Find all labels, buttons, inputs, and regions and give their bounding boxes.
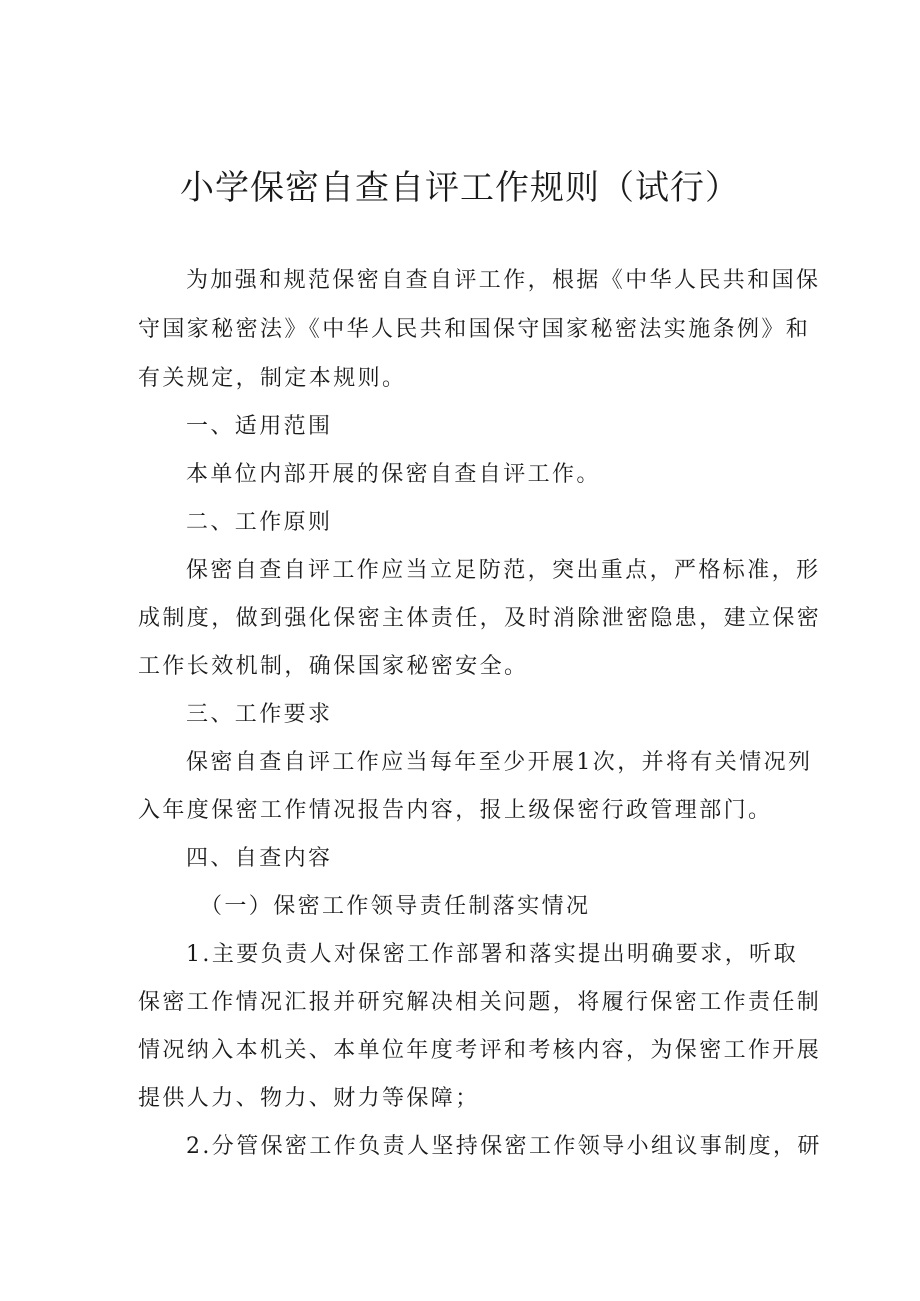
body-line: 2.分管保密工作负责人坚持保密工作领导小组议事制度，研 — [186, 1134, 822, 1159]
body-line: 保密自查自评工作应当每年至少开展1次，并将有关情况列 — [186, 750, 813, 775]
body-line: 1.主要负责人对保密工作部署和落实提出明确要求，听取 — [186, 942, 798, 967]
section-heading: 一、适用范围 — [186, 414, 333, 439]
body-line: 为加强和规范保密自查自评工作，根据《中华人民共和国保 — [186, 268, 821, 293]
body-line: 情况纳入本机关、本单位年度考评和考核内容，为保密工作开展 — [138, 1038, 822, 1063]
subsection-heading: （一）保密工作领导责任制落实情况 — [200, 894, 591, 919]
body-line: 保密工作情况汇报并研究解决相关问题，将履行保密工作责任制 — [138, 990, 822, 1015]
body-line: 成制度，做到强化保密主体责任，及时消除泄密隐患，建立保密 — [138, 606, 822, 631]
body-line: 有关规定，制定本规则。 — [138, 366, 407, 391]
body-line: 保密自查自评工作应当立足防范，突出重点，严格标准，形 — [186, 558, 821, 583]
body-line: 本单位内部开展的保密自查自评工作。 — [186, 462, 601, 487]
body-line: 守国家秘密法》《中华人民共和国保守国家秘密法实施条例》和 — [138, 317, 811, 342]
body-line: 工作长效机制，确保国家秘密安全。 — [138, 654, 529, 679]
document-title: 小学保密自查自评工作规则（试行） — [180, 168, 740, 208]
section-heading: 三、工作要求 — [186, 702, 333, 727]
section-heading: 四、自查内容 — [186, 846, 333, 871]
body-line: 提供人力、物力、财力等保障； — [138, 1086, 480, 1111]
body-line: 入年度保密工作情况报告内容，报上级保密行政管理部门。 — [138, 798, 773, 823]
section-heading: 二、工作原则 — [186, 510, 333, 535]
